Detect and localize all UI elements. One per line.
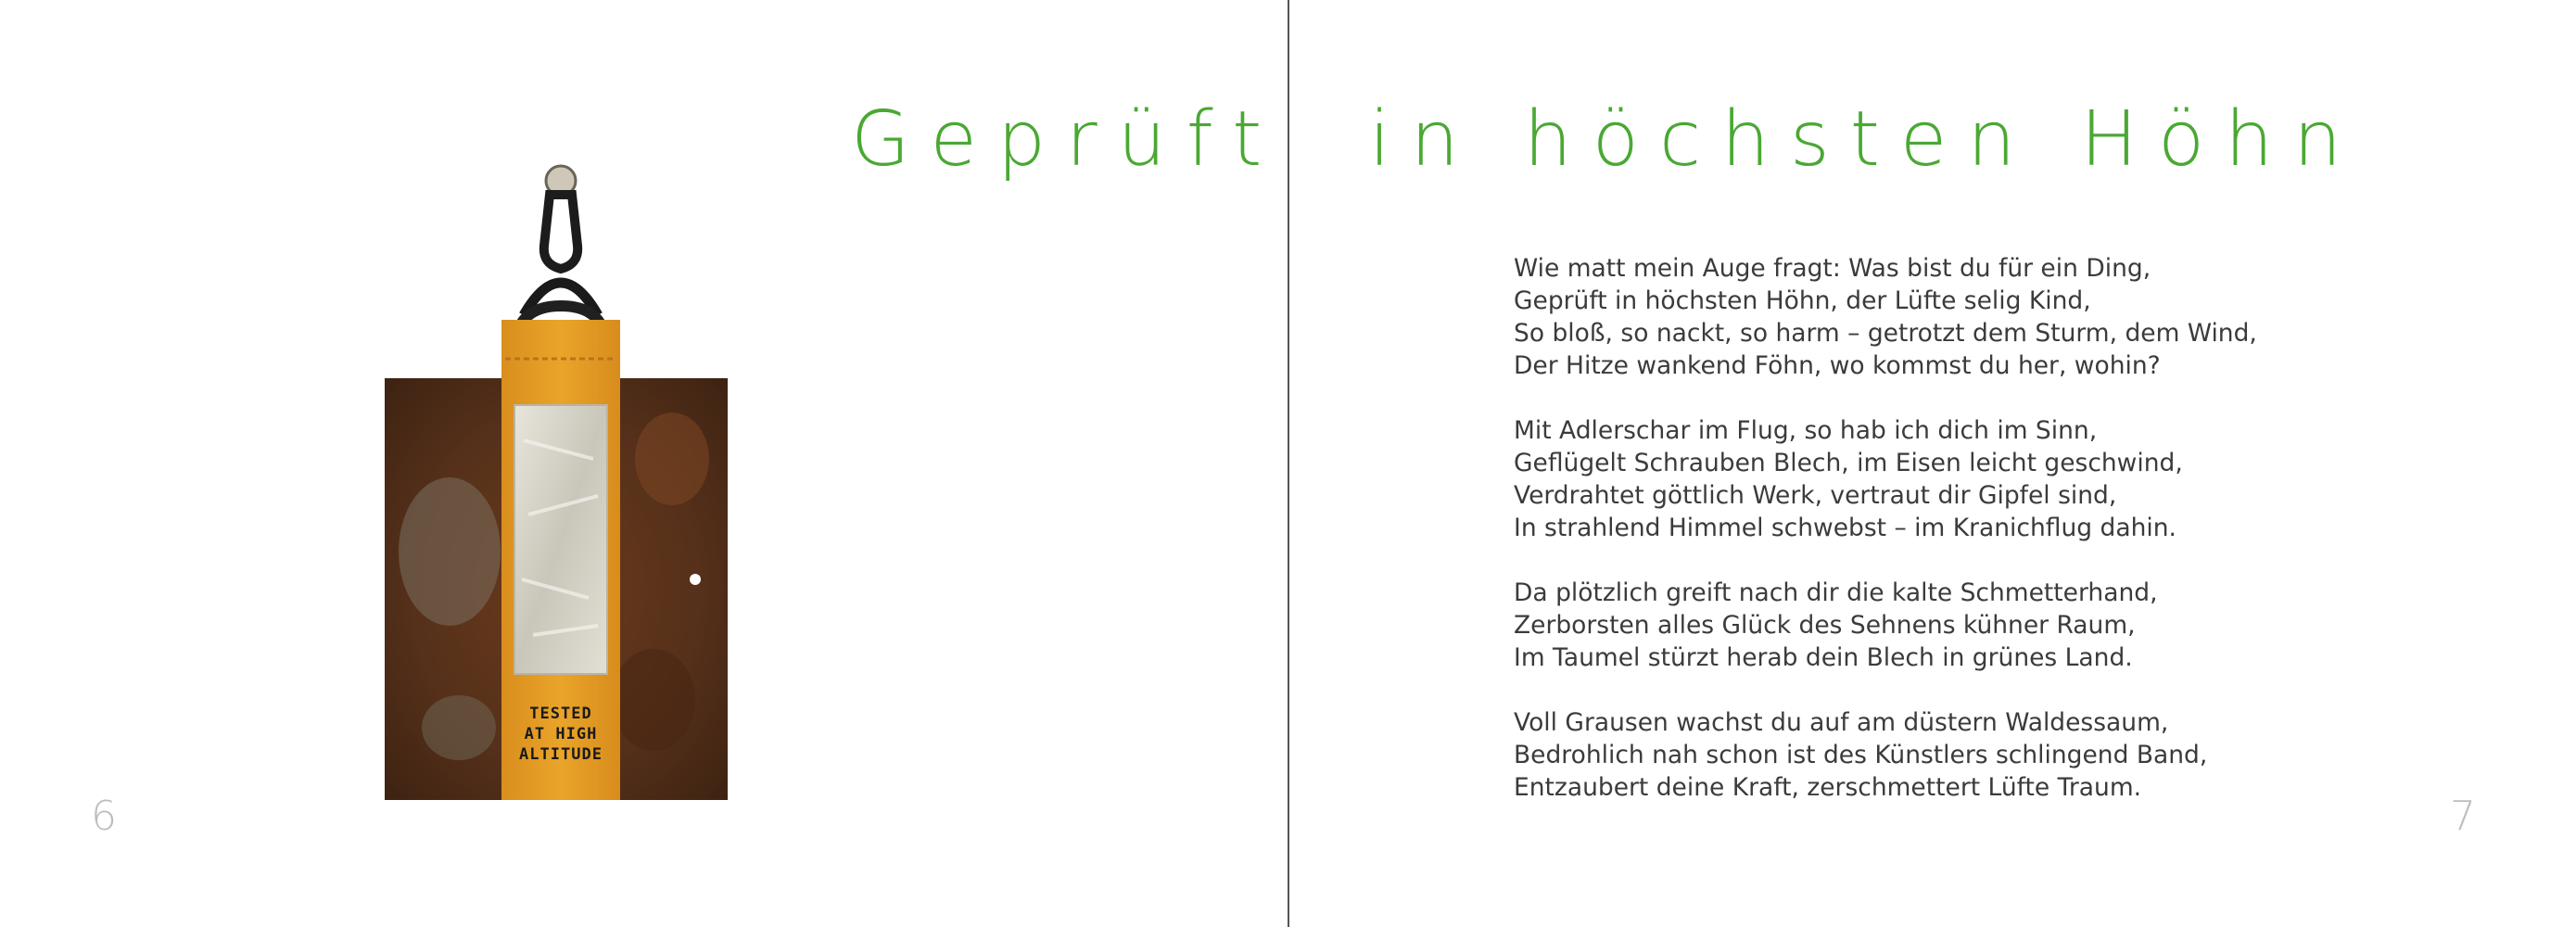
- poem-line: Geprüft in höchsten Höhn, der Lüfte selig Kind,: [1514, 286, 2091, 315]
- poem-stanza-4: [1514, 706, 2348, 804]
- poem-line: Der Hitze wankend Föhn, wo kommst du her, wohin?: [1514, 351, 2161, 380]
- poem-line: Geflügelt Schrauben Blech, im Eisen leicht geschwind,: [1514, 449, 2183, 477]
- page-number-left: 6: [91, 793, 117, 840]
- metal-patch: [514, 405, 607, 674]
- tag-line-3: ALTITUDE: [519, 745, 603, 764]
- poem-line: Verdrahtet göttlich Werk, vertraut dir Gipfel sind,: [1514, 481, 2117, 510]
- poem-line: So bloß, so nackt, so harm – getrotzt dem Sturm, dem Wind,: [1514, 319, 2257, 348]
- poem-line: Voll Grausen wachst du auf am düstern Waldessaum,: [1514, 708, 2169, 737]
- poem-line: Entzaubert deine Kraft, zerschmettert Lüfte Traum.: [1514, 773, 2142, 802]
- tag-line-1: TESTED: [529, 705, 592, 723]
- poem-stanza-2: [1514, 414, 2348, 544]
- right-page-title: in höchsten Höhn: [1369, 95, 2363, 184]
- poem-line: Da plötzlich greift nach dir die kalte Schmetterhand,: [1514, 578, 2158, 607]
- poem: [1514, 252, 2348, 836]
- left-page-title: Geprüft: [851, 95, 1283, 184]
- poem-line: Mit Adlerschar im Flug, so hab ich dich im Sinn,: [1514, 416, 2098, 445]
- tag-line-2: AT HIGH: [524, 725, 598, 743]
- poem-line: Wie matt mein Auge fragt: Was bist du für ein Ding,: [1514, 254, 2151, 283]
- poem-stanza-1: [1514, 252, 2348, 382]
- poem-line: In strahlend Himmel schwebst – im Kranichflug dahin.: [1514, 514, 2176, 542]
- poem-line: Im Taumel stürzt herab dein Blech in grünes Land.: [1514, 643, 2133, 672]
- artwork-image: [375, 162, 746, 816]
- tag-text: [519, 705, 603, 764]
- page-number-right: 7: [2450, 793, 2476, 840]
- poem-line: Zerborsten alles Glück des Sehnens kühner Raum,: [1514, 611, 2136, 640]
- poem-line: Bedrohlich nah schon ist des Künstlers schlingend Band,: [1514, 741, 2208, 769]
- poem-stanza-3: [1514, 577, 2348, 674]
- right-page: [1288, 0, 2576, 927]
